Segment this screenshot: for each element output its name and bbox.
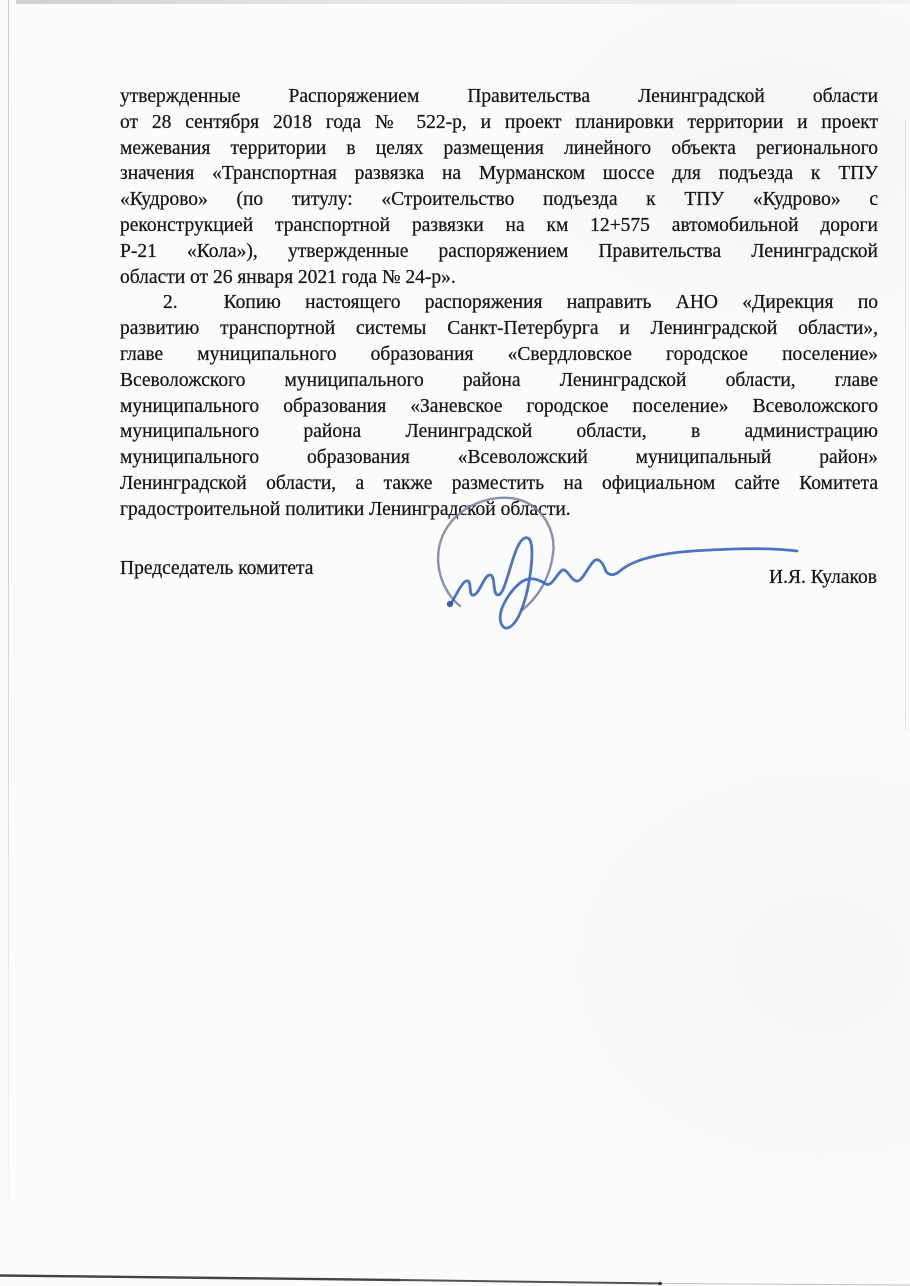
paragraph-2-line-text: Копию настоящего распоряжения направить АНО «Дирекция по bbox=[223, 292, 878, 314]
paragraph-1-line: межевания территории в целях размещения линейного объекта регионального bbox=[120, 137, 878, 159]
paragraph-2-line: Всеволожского муниципального района Ленинградской области, главе bbox=[120, 369, 878, 391]
paragraph-2-line: муниципального района Ленинградской области, в администрацию bbox=[120, 421, 878, 443]
paragraph-1-line: реконструкцией транспортной развязки на км 12+575 автомобильной дороги bbox=[120, 214, 878, 236]
paragraph-1-line: утвержденные Распоряжением Правительства Ленинградской области bbox=[120, 86, 878, 107]
paragraph-2-line: градостроительной политики Ленинградской области. bbox=[120, 498, 571, 520]
handwritten-signature-icon bbox=[420, 490, 815, 660]
signatory-role: Председатель комитета bbox=[120, 558, 314, 579]
paragraph-1-line: области от 26 января 2021 года № 24-р». bbox=[120, 266, 456, 288]
paragraph-1-line: значения «Транспортная развязка на Мурманском шоссе для подъезда к ТПУ bbox=[120, 163, 878, 185]
document-body-text bbox=[120, 84, 878, 523]
paragraph-2-line: муниципального образования «Заневское городское поселение» Всеволожского bbox=[120, 395, 878, 417]
signatory-name: И.Я. Кулаков bbox=[769, 567, 877, 588]
scan-edge-top-artifact bbox=[16, 0, 910, 4]
paragraph-2-line: развитию транспортной системы Санкт-Петербурга и Ленинградской области», bbox=[120, 318, 878, 340]
paragraph-2-line: муниципального образования «Всеволожский муниципальный район» bbox=[120, 447, 878, 469]
scan-edge-left-artifact bbox=[8, 0, 9, 1258]
paragraph-1-line: от 28 сентября 2018 года № 522-р, и проект планировки территории и проект bbox=[120, 111, 878, 133]
paragraph-number: 2. bbox=[163, 292, 178, 314]
scan-edge-right-artifact bbox=[905, 120, 906, 730]
paragraph-2-line: главе муниципального образования «Свердловское городское поселение» bbox=[120, 343, 878, 365]
paragraph-2-line: Ленинградской области, а также разместить на официальном сайте Комитета bbox=[120, 472, 878, 494]
paragraph-1-line: «Кудрово» (по титулу: «Строительство подъезда к ТПУ «Кудрово» с bbox=[120, 189, 878, 211]
paragraph-2-line bbox=[120, 290, 878, 316]
scan-edge-bottom-artifact bbox=[0, 1270, 910, 1286]
paragraph-1-line: Р-21 «Кола»), утвержденные распоряжением Правительства Ленинградской bbox=[120, 240, 878, 262]
